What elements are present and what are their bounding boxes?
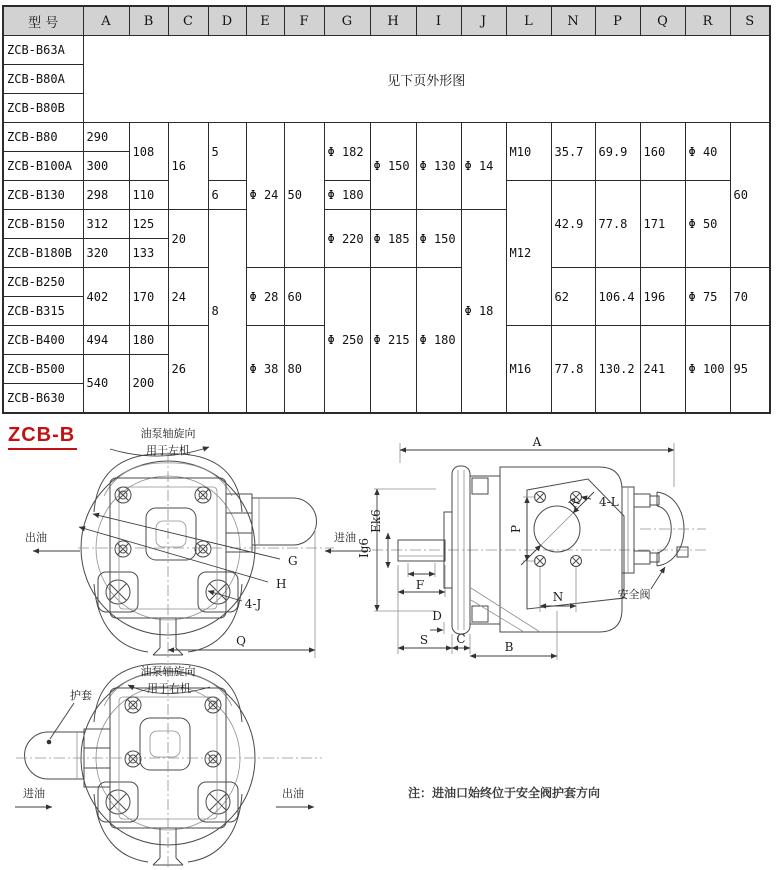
cell-E: Φ 28 [246,268,284,326]
col-header-B: B [129,6,168,36]
cell-A: 402 [83,268,129,326]
cell-Q: 241 [640,326,685,413]
dim-Ek6-label: Ek6 [369,509,383,533]
safety-valve-label: 安全阀 [617,588,651,601]
cell-G: Φ 180 [324,181,370,210]
sleeve-leader [50,703,74,739]
cell-P: 77.8 [595,181,640,268]
housing-bolt-icon [195,487,211,503]
cell-P: 106.4 [595,268,640,326]
housing-bolt-icon [195,541,211,557]
cell-D: 8 [208,210,246,413]
cell-model: ZCB-B130 [3,181,83,210]
series-title: ZCB-B [8,424,77,450]
oil-in-label: 进油 [334,531,356,544]
cell-model: ZCB-B100A [3,152,83,181]
cell-B: 133 [129,239,168,268]
housing-bolt-icon [115,541,131,557]
col-header-D: D [208,6,246,36]
dim-4L-label: 4-L [599,495,619,509]
pump-front-view-left [25,426,368,662]
cell-E: Φ 24 [246,123,284,268]
col-header-model: 型 号 [3,6,83,36]
col-header-Q: Q [640,6,685,36]
table-row [3,268,770,297]
dim-A-label: A [532,435,542,449]
cell-Q: 160 [640,123,685,181]
cell-B: 200 [129,355,168,413]
outline-drawings [0,415,776,870]
col-header-G: G [324,6,370,36]
col-header-P: P [595,6,640,36]
col-header-I: I [416,6,461,36]
see-next-page-note: 见下页外形图 [83,36,770,123]
cell-I: Φ 180 [416,268,461,413]
cell-C: 20 [168,210,208,268]
sleeve-label: 护套 [70,689,92,702]
dim-S-label: S [419,633,429,647]
pump-housing-drawing [470,467,624,632]
sleeve-leader-dot [47,740,52,745]
inlet-note: 注：进油口始终位于安全阀护套方向 [408,786,601,800]
cell-S: 95 [730,326,770,413]
cell-Q: 171 [640,181,685,268]
cell-A: 312 [83,210,129,239]
cell-E: Φ 38 [246,326,284,413]
dim-4L-leader [581,497,591,499]
dim-C-label: C [456,632,466,646]
dim-N-label: N [552,590,564,604]
pump-side-view [357,435,706,660]
cell-D: 5 [208,123,246,181]
cell-model: ZCB-B80 [3,123,83,152]
cell-A: 494 [83,326,129,355]
cover-bolt-icon [571,556,582,567]
cell-B: 170 [129,268,168,326]
cell-S: 70 [730,268,770,326]
dim-P-label: P [509,524,523,534]
header-row [3,6,770,36]
cell-model: ZCB-B80A [3,65,83,94]
cell-G: Φ 220 [324,210,370,268]
cover-bolt-icon [535,556,546,567]
col-header-F: F [284,6,324,36]
table-row [3,36,770,65]
dim-F-label: F [415,578,425,592]
oil-out-label: 出油 [282,787,304,800]
cell-N: 62 [551,268,595,326]
cell-A: 540 [83,355,129,413]
cell-Q: 196 [640,268,685,326]
cell-C: 26 [168,326,208,413]
cell-C: 16 [168,123,208,210]
cell-N: 35.7 [551,123,595,181]
cell-S: 60 [730,123,770,268]
table-row [3,123,770,152]
cell-A: 290 [83,123,129,152]
pump-front-view-right [15,664,322,868]
cell-model: ZCB-B150 [3,210,83,239]
col-header-S: S [730,6,770,36]
cell-B: 108 [129,123,168,181]
right-machine-label: 用于右机 [147,682,191,695]
cell-A: 298 [83,181,129,210]
cell-P: 130.2 [595,326,640,413]
housing-bolt-icon [115,487,131,503]
cell-model: ZCB-B250 [3,268,83,297]
cell-model: ZCB-B400 [3,326,83,355]
col-header-A: A [83,6,129,36]
col-header-C: C [168,6,208,36]
cell-A: 320 [83,239,129,268]
cell-H: Φ 150 [370,123,416,210]
shaft-rotation-label: 油泵轴旋向 [140,665,196,678]
cell-B: 180 [129,326,168,355]
col-header-R: R [685,6,730,36]
cell-C: 24 [168,268,208,326]
shaft-drawing [398,540,445,561]
safety-valve-drawing [622,487,688,573]
cell-L: M10 [506,123,551,181]
oil-out-label: 出油 [25,531,47,544]
cell-L: M16 [506,326,551,413]
cell-model: ZCB-B180B [3,239,83,268]
cell-model: ZCB-B630 [3,384,83,413]
cell-J: Φ 14 [461,123,506,210]
col-header-N: N [551,6,595,36]
cell-B: 125 [129,210,168,239]
cell-F: 60 [284,268,324,326]
cell-N: 77.8 [551,326,595,413]
dim-H-label: H [276,577,287,591]
cell-J: Φ 18 [461,210,506,413]
cell-L: M12 [506,181,551,326]
cell-H: Φ 185 [370,210,416,268]
cell-F: 80 [284,326,324,413]
cell-model: ZCB-B315 [3,297,83,326]
oil-in-label: 进油 [23,787,45,800]
col-header-L: L [506,6,551,36]
col-header-J: J [461,6,506,36]
dim-R-label: R [566,495,583,512]
dim-B-label: B [504,640,514,654]
cell-N: 42.9 [551,181,595,268]
dim-G-label: G [288,554,298,568]
dim-D-label: D [432,609,442,623]
cell-R: Φ 75 [685,268,730,326]
cell-D: 6 [208,181,246,210]
col-header-H: H [370,6,416,36]
cell-I: Φ 130 [416,123,461,210]
cell-I: Φ 150 [416,210,461,268]
cell-P: 69.9 [595,123,640,181]
safety-valve-leader [651,567,665,589]
cell-F: 50 [284,123,324,268]
cell-A: 300 [83,152,129,181]
dim-R-diameter-line [541,513,573,545]
dim-Ig6-label: Ig6 [357,537,371,559]
left-machine-label: 用于左机 [146,444,190,457]
cell-G: Φ 250 [324,268,370,413]
cell-R: Φ 100 [685,326,730,413]
cell-model: ZCB-B500 [3,355,83,384]
spec-table [2,5,771,414]
cell-R: Φ 50 [685,181,730,268]
shaft-rotation-label: 油泵轴旋向 [140,427,196,440]
cell-B: 110 [129,181,168,210]
cover-bolt-icon [535,492,546,503]
cell-H: Φ 215 [370,268,416,413]
dim-Q-label: Q [236,634,246,648]
cell-model: ZCB-B80B [3,94,83,123]
cell-model: ZCB-B63A [3,36,83,65]
cell-G: Φ 182 [324,123,370,181]
col-header-E: E [246,6,284,36]
cell-R: Φ 40 [685,123,730,181]
dim-4J-label: 4-J [244,597,262,611]
